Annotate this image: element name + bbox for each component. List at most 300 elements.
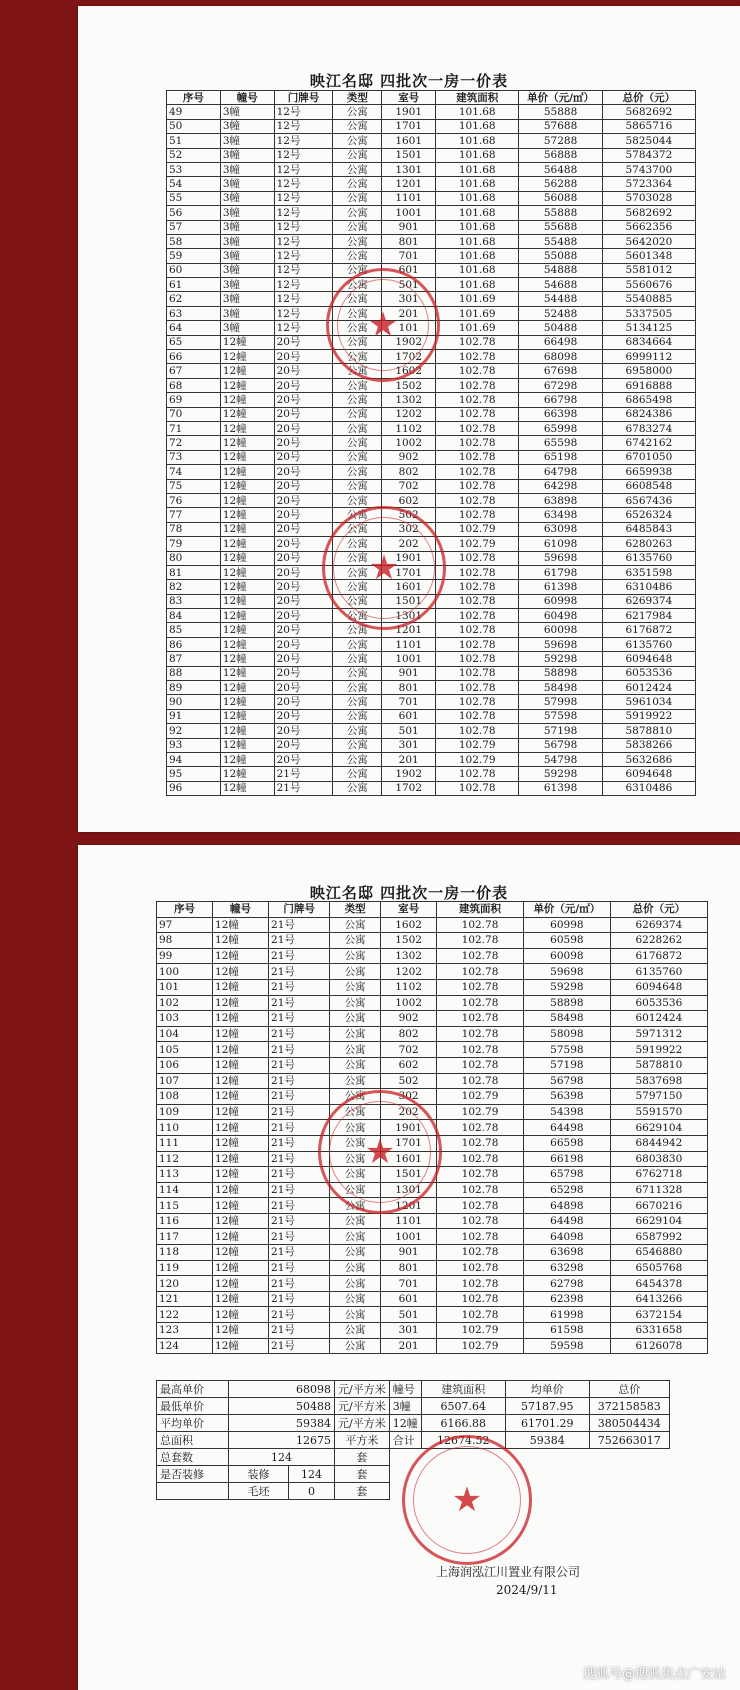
column-header: 序号 [167,91,221,105]
area-cell: 102.79 [437,1338,524,1354]
total-price-cell: 5743700 [602,162,695,176]
table-row [157,917,708,933]
door-cell: 21号 [269,1151,330,1167]
total-price-cell: 6310486 [602,580,695,594]
room-cell: 602 [382,493,436,507]
room-cell: 701 [381,1276,437,1292]
type-cell: 公寓 [330,1338,381,1354]
area-cell: 102.78 [436,450,519,464]
total-price-cell: 6742162 [602,436,695,450]
total-price-cell: 6505768 [610,1260,707,1276]
summary-unit: 元/平方米 [335,1398,390,1415]
summary-row [157,1483,670,1500]
table-row [167,306,696,320]
table-row [157,933,708,949]
total-price-cell: 5581012 [602,263,695,277]
door-cell: 21号 [269,1245,330,1261]
room-cell: 801 [382,234,436,248]
total-price-cell: 6053536 [602,666,695,680]
room-cell: 1502 [381,933,437,949]
area-cell: 102.78 [436,508,519,522]
building-cell: 12幢 [220,436,274,450]
room-cell: 901 [381,1245,437,1261]
building-cell: 12幢 [220,767,274,781]
area-cell: 102.78 [437,1307,524,1323]
door-cell: 20号 [274,666,333,680]
total-price-cell: 5961034 [602,695,695,709]
door-cell: 21号 [269,1104,330,1120]
area-cell: 102.78 [437,1042,524,1058]
table-row [167,580,696,594]
type-cell: 公寓 [330,917,381,933]
unit-price-cell: 68098 [519,350,602,364]
room-cell: 202 [381,1104,437,1120]
room-cell: 1201 [382,177,436,191]
room-cell: 1201 [382,623,436,637]
room-cell: 901 [382,666,436,680]
total-price-cell: 5134125 [602,321,695,335]
type-cell: 公寓 [333,767,382,781]
total-price-cell: 6608548 [602,479,695,493]
building-cell: 3幢 [220,321,274,335]
area-cell: 102.78 [436,565,519,579]
unit-price-cell: 56398 [523,1089,610,1105]
unit-price-cell: 61398 [519,781,602,795]
area-cell: 102.78 [437,1073,524,1089]
area-cell: 101.68 [436,177,519,191]
table-row [167,177,696,191]
room-cell: 902 [382,450,436,464]
table-row [167,522,696,536]
room-cell: 301 [381,1323,437,1339]
room-cell: 702 [382,479,436,493]
unit-price-cell: 57998 [519,695,602,709]
building-cell: 12幢 [220,752,274,766]
bld-avg: 61701.29 [505,1415,589,1432]
room-cell: 302 [382,522,436,536]
total-price-cell: 5838266 [602,738,695,752]
building-cell: 12幢 [220,537,274,551]
summary-value: 124 [229,1449,335,1466]
type-cell: 公寓 [333,306,382,320]
seq-cell: 88 [167,666,221,680]
unit-price-cell: 58898 [519,666,602,680]
unit-price-cell: 60598 [523,933,610,949]
door-cell: 21号 [274,781,333,795]
room-cell: 1901 [382,551,436,565]
unit-price-cell: 57598 [523,1042,610,1058]
table-row [167,637,696,651]
seq-cell: 95 [167,767,221,781]
building-cell: 12幢 [220,508,274,522]
building-cell: 12幢 [213,933,269,949]
total-price-cell: 5797150 [610,1089,707,1105]
door-cell: 12号 [274,148,333,162]
seq-cell: 124 [157,1338,213,1354]
room-cell: 202 [382,537,436,551]
seq-cell: 79 [167,537,221,551]
unit-price-cell: 63498 [519,508,602,522]
table-row [157,1151,708,1167]
door-cell: 20号 [274,393,333,407]
building-cell: 12幢 [220,378,274,392]
total-price-cell: 5837698 [610,1073,707,1089]
area-cell: 101.68 [436,220,519,234]
area-cell: 102.78 [436,681,519,695]
seq-cell: 55 [167,191,221,205]
door-cell: 20号 [274,709,333,723]
bld-cell: 合计 [389,1432,421,1449]
table-row [157,1135,708,1151]
door-cell: 12号 [274,263,333,277]
area-cell: 102.78 [437,1245,524,1261]
total-price-cell: 6629104 [610,1120,707,1136]
seq-cell: 72 [167,436,221,450]
seq-cell: 75 [167,479,221,493]
total-price-cell: 6126078 [610,1338,707,1354]
sheet-title: 映江名邸 四批次一房一价表 [309,884,509,902]
type-cell: 公寓 [333,220,382,234]
door-cell: 12号 [274,191,333,205]
room-cell: 1101 [382,191,436,205]
seq-cell: 61 [167,278,221,292]
summary-label: 是否装修 [157,1466,229,1483]
door-cell: 20号 [274,350,333,364]
table-row [167,350,696,364]
unit-price-cell: 60098 [523,948,610,964]
area-cell: 101.68 [436,249,519,263]
building-cell: 12幢 [213,1276,269,1292]
seq-cell: 58 [167,234,221,248]
summary-label: 最高单价 [157,1381,229,1398]
door-cell: 12号 [274,162,333,176]
area-cell: 102.79 [437,1089,524,1105]
seq-cell: 52 [167,148,221,162]
building-cell: 12幢 [213,995,269,1011]
type-cell: 公寓 [330,1120,381,1136]
type-cell: 公寓 [330,1260,381,1276]
type-cell: 公寓 [333,148,382,162]
area-cell: 101.68 [436,105,519,119]
building-cell: 3幢 [220,162,274,176]
table-row [157,1026,708,1042]
door-cell: 21号 [269,1307,330,1323]
total-price-cell: 6331658 [610,1323,707,1339]
seq-cell: 113 [157,1167,213,1183]
table-row [167,421,696,435]
unit-price-cell: 59698 [519,551,602,565]
room-cell: 1002 [382,436,436,450]
door-cell: 21号 [269,1182,330,1198]
door-cell: 20号 [274,565,333,579]
room-cell: 502 [381,1073,437,1089]
summary-table [156,1380,670,1500]
type-cell: 公寓 [333,666,382,680]
seq-cell: 62 [167,292,221,306]
table-row [167,206,696,220]
total-price-cell: 5878810 [602,724,695,738]
total-price-cell: 6629104 [610,1213,707,1229]
table-row [157,979,708,995]
door-cell: 21号 [269,1057,330,1073]
area-cell: 101.68 [436,119,519,133]
area-cell: 102.78 [437,1120,524,1136]
area-cell: 102.78 [436,479,519,493]
source-watermark: 搜狐号@搜狐焦点广安站 [582,1667,726,1682]
area-cell: 101.68 [436,191,519,205]
seq-cell: 100 [157,964,213,980]
area-cell: 102.78 [437,979,524,995]
unit-price-cell: 56888 [519,148,602,162]
total-price-cell: 6916888 [602,378,695,392]
door-cell: 20号 [274,465,333,479]
total-price-cell: 6053536 [610,995,707,1011]
total-price-cell: 6783274 [602,421,695,435]
seq-cell: 68 [167,378,221,392]
room-cell: 1902 [382,335,436,349]
building-cell: 12幢 [213,1151,269,1167]
type-cell: 公寓 [333,465,382,479]
area-cell: 102.78 [436,724,519,738]
building-cell: 12幢 [220,565,274,579]
area-cell: 102.78 [437,1026,524,1042]
table-row [167,105,696,119]
type-cell: 公寓 [333,609,382,623]
room-cell: 1101 [382,637,436,651]
column-header: 幢号 [213,902,269,918]
building-cell: 12幢 [213,917,269,933]
area-cell: 102.78 [436,781,519,795]
area-cell: 102.78 [436,335,519,349]
seq-cell: 93 [167,738,221,752]
door-cell: 21号 [269,1213,330,1229]
building-cell: 3幢 [220,148,274,162]
area-cell: 102.78 [436,637,519,651]
summary-value: 50488 [229,1398,335,1415]
table-row [157,1323,708,1339]
table-row [167,278,696,292]
building-cell: 12幢 [220,666,274,680]
seq-cell: 97 [157,917,213,933]
type-cell: 公寓 [333,105,382,119]
unit-price-cell: 60998 [519,594,602,608]
total-price-cell: 6567436 [602,493,695,507]
total-price-cell: 6485843 [602,522,695,536]
table-row [167,681,696,695]
door-cell: 20号 [274,421,333,435]
unit-price-cell: 65298 [523,1182,610,1198]
door-cell: 12号 [274,234,333,248]
total-price-cell: 6217984 [602,609,695,623]
type-cell: 公寓 [333,206,382,220]
building-cell: 12幢 [220,479,274,493]
unit-price-cell: 63698 [523,1245,610,1261]
door-cell: 20号 [274,594,333,608]
total-price-cell: 5703028 [602,191,695,205]
table-row [157,1042,708,1058]
seq-cell: 102 [157,995,213,1011]
seq-cell: 106 [157,1057,213,1073]
room-cell: 1102 [382,421,436,435]
price-table [166,90,696,796]
area-cell: 102.79 [436,752,519,766]
table-row [157,948,708,964]
unit-price-cell: 61798 [519,565,602,579]
unit-price-cell: 61598 [523,1323,610,1339]
seq-cell: 49 [167,105,221,119]
unit-price-cell: 59298 [519,652,602,666]
room-cell: 701 [382,695,436,709]
table-row [167,652,696,666]
seq-cell: 70 [167,407,221,421]
bld-header: 幢号 [389,1381,421,1398]
room-cell: 901 [382,220,436,234]
unit-price-cell: 52488 [519,306,602,320]
total-price-cell: 5682692 [602,206,695,220]
type-cell: 公寓 [330,995,381,1011]
type-cell: 公寓 [333,450,382,464]
type-cell: 公寓 [330,1245,381,1261]
table-row [157,1229,708,1245]
seq-cell: 85 [167,623,221,637]
building-cell: 3幢 [220,119,274,133]
unit-price-cell: 56798 [519,738,602,752]
building-cell: 3幢 [220,191,274,205]
type-cell: 公寓 [333,249,382,263]
table-row [167,767,696,781]
unit-price-cell: 60098 [519,623,602,637]
total-price-cell: 5878810 [610,1057,707,1073]
building-cell: 12幢 [220,465,274,479]
unit-price-cell: 55688 [519,220,602,234]
summary-value: 0 [289,1483,335,1500]
type-cell: 公寓 [333,321,382,335]
seq-cell: 56 [167,206,221,220]
column-header: 单价（元/㎡） [519,91,602,105]
building-cell: 12幢 [213,1260,269,1276]
total-price-cell: 6228262 [610,933,707,949]
room-cell: 501 [382,278,436,292]
seq-cell: 108 [157,1089,213,1105]
unit-price-cell: 57198 [519,724,602,738]
room-cell: 1901 [382,105,436,119]
room-cell: 1302 [382,393,436,407]
type-cell: 公寓 [330,1042,381,1058]
seq-cell: 69 [167,393,221,407]
door-cell: 21号 [269,1167,330,1183]
area-cell: 101.69 [436,292,519,306]
building-cell: 12幢 [213,1182,269,1198]
building-cell: 12幢 [220,609,274,623]
table-header-row [157,902,708,918]
seq-cell: 104 [157,1026,213,1042]
bld-area: 6507.64 [421,1398,505,1415]
total-price-cell: 6135760 [602,551,695,565]
building-cell: 12幢 [213,1057,269,1073]
building-cell: 12幢 [220,781,274,795]
seq-cell: 117 [157,1229,213,1245]
building-cell: 12幢 [220,580,274,594]
seq-cell: 54 [167,177,221,191]
door-cell: 20号 [274,407,333,421]
room-cell: 601 [382,709,436,723]
seq-cell: 67 [167,364,221,378]
seq-cell: 121 [157,1291,213,1307]
building-cell: 12幢 [220,407,274,421]
building-cell: 12幢 [220,493,274,507]
type-cell: 公寓 [333,292,382,306]
seq-cell: 76 [167,493,221,507]
bld-cell: 12幢 [389,1415,421,1432]
type-cell: 公寓 [333,162,382,176]
unit-price-cell: 58098 [523,1026,610,1042]
column-header: 总价（元） [610,902,707,918]
table-row [167,407,696,421]
type-cell: 公寓 [330,1167,381,1183]
area-cell: 102.78 [437,1276,524,1292]
seq-cell: 90 [167,695,221,709]
seq-cell: 105 [157,1042,213,1058]
door-cell: 21号 [269,1073,330,1089]
unit-price-cell: 64498 [523,1120,610,1136]
type-cell: 公寓 [330,933,381,949]
unit-price-cell: 63898 [519,493,602,507]
company-seal-stamp: ★ [322,506,446,630]
area-cell: 102.78 [436,580,519,594]
room-cell: 1001 [382,652,436,666]
seq-cell: 50 [167,119,221,133]
door-cell: 20号 [274,450,333,464]
column-header: 总价（元） [602,91,695,105]
unit-price-cell: 55888 [519,206,602,220]
room-cell: 1701 [382,565,436,579]
unit-price-cell: 61998 [523,1307,610,1323]
table-row [167,738,696,752]
total-price-cell: 6526324 [602,508,695,522]
door-cell: 12号 [274,220,333,234]
building-cell: 12幢 [213,1307,269,1323]
type-cell: 公寓 [333,119,382,133]
type-cell: 公寓 [333,479,382,493]
door-cell: 20号 [274,508,333,522]
unit-price-cell: 59698 [523,964,610,980]
unit-price-cell: 67298 [519,378,602,392]
area-cell: 102.78 [436,378,519,392]
type-cell: 公寓 [330,948,381,964]
seq-cell: 98 [157,933,213,949]
total-price-cell: 6176872 [602,623,695,637]
building-cell: 12幢 [213,1120,269,1136]
bld-area: 6166.88 [421,1415,505,1432]
building-cell: 3幢 [220,263,274,277]
building-cell: 12幢 [220,724,274,738]
building-cell: 12幢 [213,964,269,980]
bld-total: 372158583 [589,1398,669,1415]
area-cell: 102.78 [437,1057,524,1073]
unit-price-cell: 57288 [519,134,602,148]
area-cell: 101.68 [436,206,519,220]
area-cell: 102.78 [436,594,519,608]
table-row [157,1245,708,1261]
type-cell: 公寓 [333,752,382,766]
door-cell: 21号 [269,1198,330,1214]
unit-price-cell: 62398 [523,1291,610,1307]
column-header: 类型 [330,902,381,918]
room-cell: 802 [382,465,436,479]
room-cell: 502 [382,508,436,522]
area-cell: 101.68 [436,278,519,292]
unit-price-cell: 59698 [519,637,602,651]
